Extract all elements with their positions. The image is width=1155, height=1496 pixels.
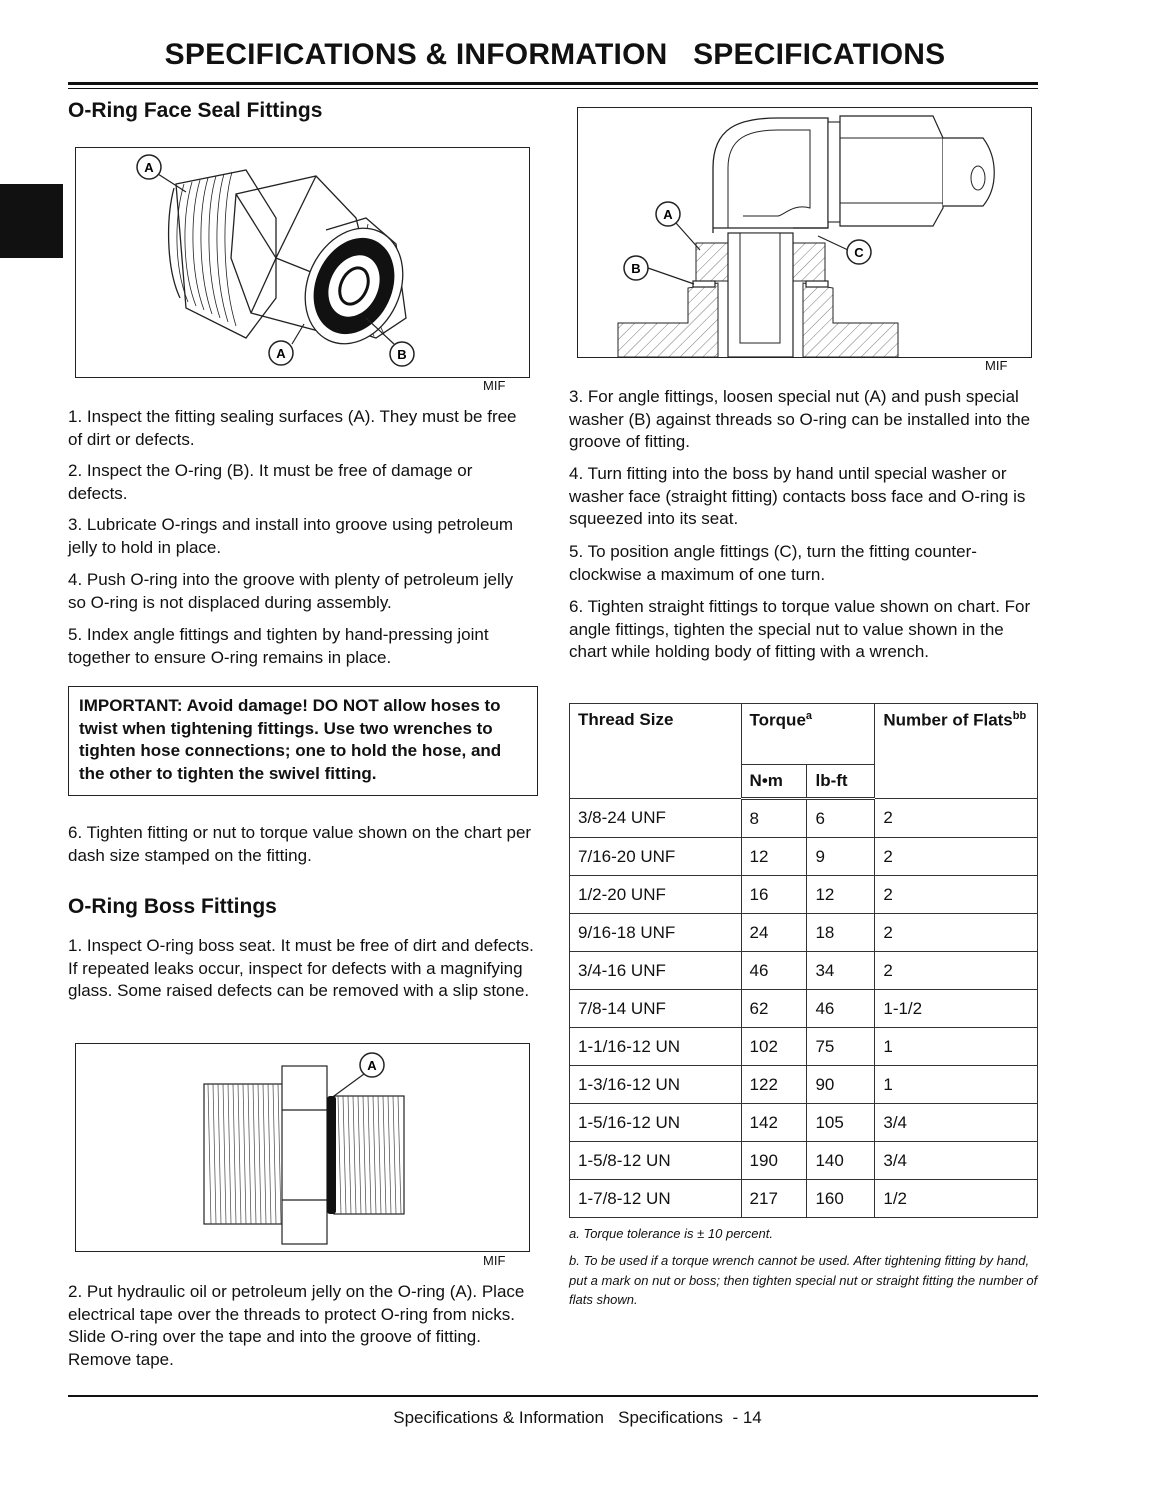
thread-line	[218, 1084, 221, 1224]
section-heading-face-seal: O-Ring Face Seal Fittings	[68, 99, 323, 122]
boss-step-2-text: 2. Put hydraulic oil or petroleum jelly on the O-ring (A). Place electrical tape over the threads to protect O-ring from nicks. Slide O-ring over the tape and into the groove of fitting. Remove tape.	[68, 1282, 525, 1369]
header-lbft: lb-ft	[807, 765, 875, 799]
thread-line	[353, 1096, 356, 1214]
cell-flats: 1	[875, 1028, 1038, 1066]
thread-line	[373, 1096, 376, 1214]
cell-flats: 1/2	[875, 1180, 1038, 1218]
footer-rule	[68, 1395, 1038, 1397]
boss-fitting-illustration	[76, 1044, 529, 1251]
table-row	[570, 990, 1038, 1028]
thread-line	[348, 1096, 351, 1214]
cell-torque-lbft: 12	[807, 876, 875, 914]
thread-line	[213, 1084, 216, 1224]
cell-thread-size: 1-5/16-12 UN	[570, 1104, 742, 1142]
table-row	[570, 914, 1038, 952]
cell-torque-nm: 217	[741, 1180, 807, 1218]
torque-table	[569, 703, 1038, 1218]
cell-flats: 2	[875, 799, 1038, 838]
table-row	[570, 952, 1038, 990]
figure-face-seal-fitting	[75, 147, 530, 378]
cell-torque-lbft: 75	[807, 1028, 875, 1066]
step-5-text: 5. Index angle fittings and tighten by hand-pressing joint together to ensure O-ring remains in place.	[68, 625, 489, 667]
cell-thread-size: 7/8-14 UNF	[570, 990, 742, 1028]
page-header-title: SPECIFICATIONS & INFORMATION SPECIFICATIONS	[164, 38, 946, 71]
cell-thread-size: 1/2-20 UNF	[570, 876, 742, 914]
cell-torque-nm: 62	[741, 990, 807, 1028]
step-1-text: 1. Inspect the fitting sealing surfaces (A). They must be free of dirt or defects.	[68, 407, 517, 449]
cell-thread-size: 1-3/16-12 UN	[570, 1066, 742, 1104]
callout-b: B	[397, 347, 407, 362]
cell-torque-lbft: 34	[807, 952, 875, 990]
callout-c: C	[854, 245, 864, 260]
cell-thread-size: 3/4-16 UNF	[570, 952, 742, 990]
cell-flats: 3/4	[875, 1104, 1038, 1142]
step-2-text: 2. Inspect the O-ring (B). It must be free of damage or defects.	[68, 461, 473, 503]
figure-boss-fitting	[75, 1043, 530, 1252]
callout-a: A	[663, 207, 673, 222]
step-6-angle-text: 6. Tighten straight fittings to torque value shown on chart. For angle fittings, tighten the special nut to value shown in the chart while holding body of fitting with a wrench.	[569, 597, 1031, 661]
thread-line	[263, 1084, 266, 1224]
header-rule	[68, 82, 1038, 85]
cell-torque-lbft: 105	[807, 1104, 875, 1142]
thread-line	[228, 1084, 231, 1224]
thread-line	[343, 1096, 346, 1214]
table-row	[570, 838, 1038, 876]
thread-line	[208, 1084, 211, 1224]
footnote-a: a. Torque tolerance is ± 10 percent.	[569, 1226, 773, 1241]
thread-line	[363, 1096, 366, 1214]
face-seal-fitting-illustration	[76, 148, 529, 377]
cell-torque-nm: 24	[741, 914, 807, 952]
thread-line	[273, 1084, 276, 1224]
header-torque: Torque$^a$	[741, 704, 875, 765]
cell-flats: 1-1/2	[875, 990, 1038, 1028]
cell-torque-lbft: 18	[807, 914, 875, 952]
step-6-text: 6. Tighten fitting or nut to torque value shown on the chart per dash size stamped on the fitting.	[68, 823, 532, 865]
thread-line	[393, 1096, 396, 1214]
cell-thread-size: 7/16-20 UNF	[570, 838, 742, 876]
step-3-text: 3. Lubricate O-rings and install into groove using petroleum jelly to hold in place.	[68, 515, 514, 557]
o-ring	[327, 1096, 336, 1214]
page-footer: Specifications & Information Specifications - 14	[393, 1408, 762, 1427]
header-nm: N•m	[741, 765, 807, 799]
section-heading-boss: O-Ring Boss Fittings	[68, 895, 277, 918]
thread-line	[378, 1096, 381, 1214]
thread-line	[258, 1084, 261, 1224]
thread-line	[253, 1084, 256, 1224]
thread-line	[268, 1084, 271, 1224]
step-4-text: 4. Push O-ring into the groove with plenty of petroleum jelly so O-ring is not displaced during assembly.	[68, 570, 514, 612]
header-rule-thin	[68, 88, 1038, 89]
cell-flats: 2	[875, 952, 1038, 990]
important-notice: IMPORTANT: Avoid damage! DO NOT allow hoses to twist when tightening fittings. Use two wrenches to tighten hose connections; one to hold the hose, and the other to tighten the swivel fitting.	[68, 686, 538, 796]
thread-line	[398, 1096, 401, 1214]
cell-torque-nm: 8	[741, 799, 807, 838]
thread-line	[223, 1084, 226, 1224]
cell-flats: 2	[875, 838, 1038, 876]
header-thread-size: Thread Size	[570, 704, 742, 799]
cell-torque-nm: 16	[741, 876, 807, 914]
table-row	[570, 1028, 1038, 1066]
cell-thread-size: 1-7/8-12 UN	[570, 1180, 742, 1218]
footnote-b: b. To be used if a torque wrench cannot be used. After tightening fitting by hand, put a mark on nut or boss; then tighten special nut or straight fitting the number of flats shown.	[569, 1253, 1038, 1307]
header-number-of-flats: Number of Flats$^{bb}$	[875, 704, 1038, 799]
table-header-row	[570, 704, 1038, 765]
cell-torque-nm: 102	[741, 1028, 807, 1066]
callout-b: B	[631, 261, 641, 276]
thread-line	[368, 1096, 371, 1214]
step-4-angle-text: 4. Turn fitting into the boss by hand until special washer or washer face (straight fitting) contacts boss face and O-ring is squeezed into its seat.	[569, 464, 1026, 528]
table-row	[570, 1066, 1038, 1104]
cell-thread-size: 1-1/16-12 UN	[570, 1028, 742, 1066]
thread-line	[383, 1096, 386, 1214]
cell-thread-size: 1-5/8-12 UN	[570, 1142, 742, 1180]
cell-torque-lbft: 140	[807, 1142, 875, 1180]
thread-line	[338, 1096, 341, 1214]
callout-a: A	[367, 1058, 377, 1073]
angle-fitting-illustration	[578, 108, 1031, 357]
cell-torque-lbft: 160	[807, 1180, 875, 1218]
cell-torque-lbft: 6	[807, 799, 875, 838]
cell-torque-nm: 190	[741, 1142, 807, 1180]
figure-code: MIF	[483, 1253, 506, 1268]
thread-line	[278, 1084, 281, 1224]
cell-torque-lbft: 9	[807, 838, 875, 876]
step-3-angle-text: 3. For angle fittings, loosen special nut (A) and push special washer (B) against threads so O-ring can be installed into the groove of fitting.	[569, 387, 1031, 451]
thread-lines-right	[338, 1096, 401, 1214]
thread-lines-left	[208, 1084, 281, 1224]
thread-line	[248, 1084, 251, 1224]
table-row	[570, 1142, 1038, 1180]
section-tab-marker	[0, 184, 63, 258]
cell-flats: 1	[875, 1066, 1038, 1104]
cell-torque-nm: 12	[741, 838, 807, 876]
cell-torque-nm: 46	[741, 952, 807, 990]
cell-torque-nm: 122	[741, 1066, 807, 1104]
table-row	[570, 1180, 1038, 1218]
cell-flats: 2	[875, 876, 1038, 914]
table-row	[570, 876, 1038, 914]
cell-flats: 2	[875, 914, 1038, 952]
figure-code: MIF	[985, 358, 1008, 373]
figure-code: MIF	[483, 378, 506, 393]
thread-line	[238, 1084, 241, 1224]
cell-torque-lbft: 46	[807, 990, 875, 1028]
thread-line	[243, 1084, 246, 1224]
thread-line	[388, 1096, 391, 1214]
table-row	[570, 1104, 1038, 1142]
cell-torque-lbft: 90	[807, 1066, 875, 1104]
callout-a-bottom: A	[276, 346, 286, 361]
callout-a-top: A	[144, 160, 154, 175]
boss-step-1-text: 1. Inspect O-ring boss seat. It must be free of dirt and defects. If repeated leaks occur, inspect for defects with a magnifying glass. Some raised defects can be removed with a slip stone.	[68, 936, 534, 1000]
thread-line	[233, 1084, 236, 1224]
cell-flats: 3/4	[875, 1142, 1038, 1180]
step-5-angle-text: 5. To position angle fittings (C), turn the fitting counter-clockwise a maximum of one turn.	[569, 542, 977, 584]
cell-thread-size: 9/16-18 UNF	[570, 914, 742, 952]
cell-torque-nm: 142	[741, 1104, 807, 1142]
thread-line	[358, 1096, 361, 1214]
figure-angle-fitting	[577, 107, 1032, 358]
table-row	[570, 799, 1038, 838]
cell-thread-size: 3/8-24 UNF	[570, 799, 742, 838]
